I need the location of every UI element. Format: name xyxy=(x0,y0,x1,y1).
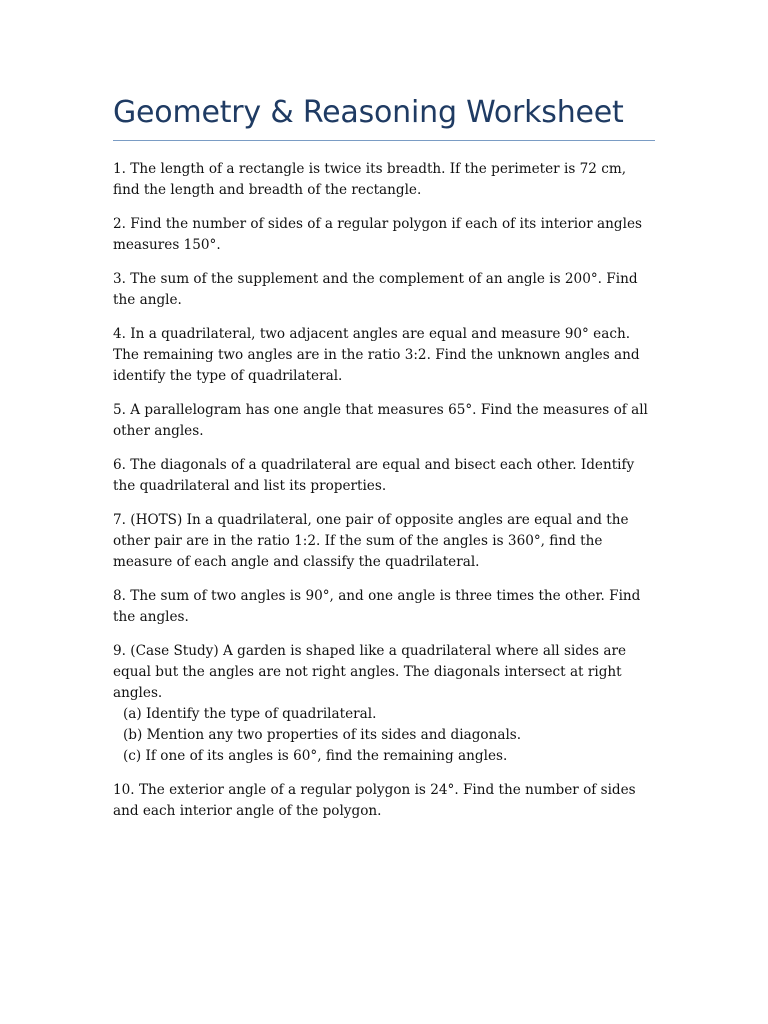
worksheet-page xyxy=(113,92,655,835)
question-5: 5. A parallelogram has one angle that measures 65°. Find the measures of all other angles. xyxy=(113,402,648,439)
worksheet-title: Geometry & Reasoning Worksheet xyxy=(113,95,624,130)
question-3: 3. The sum of the supplement and the complement of an angle is 200°. Find the angle. xyxy=(113,271,638,308)
question-8: 8. The sum of two angles is 90°, and one angle is three times the other. Find the angles. xyxy=(113,588,641,625)
case-study-part-c: (c) If one of its angles is 60°, find the remaining angles. xyxy=(123,748,508,764)
question-2: 2. Find the number of sides of a regular polygon if each of its interior angles measures 150°. xyxy=(113,216,642,253)
question-6: 6. The diagonals of a quadrilateral are equal and bisect each other. Identify the quadrilateral and list its properties. xyxy=(113,457,635,494)
question-7: 7. (HOTS) In a quadrilateral, one pair of opposite angles are equal and the other pair are in the ratio 1:2. If the sum of the angles is 360°, find the measure of each angle and classify the quadrilateral. xyxy=(113,512,629,570)
question-10: 10. The exterior angle of a regular polygon is 24°. Find the number of sides and each interior angle of the polygon. xyxy=(113,782,636,819)
question-1: 1. The length of a rectangle is twice its breadth. If the perimeter is 72 cm, find the length and breadth of the rectangle. xyxy=(113,161,627,198)
case-study-part-a: (a) Identify the type of quadrilateral. xyxy=(123,706,377,722)
title-divider xyxy=(113,140,655,141)
question-4: 4. In a quadrilateral, two adjacent angles are equal and measure 90° each. The remaining two angles are in the ratio 3:2. Find the unknown angles and identify the type of quadrilateral. xyxy=(113,326,640,384)
question-9-case-study xyxy=(113,641,655,767)
case-study-part-b: (b) Mention any two properties of its sides and diagonals. xyxy=(123,727,522,743)
case-study-intro: 9. (Case Study) A garden is shaped like a quadrilateral where all sides are equal but the angles are not right angles. The diagonals intersect at right angles. xyxy=(113,643,626,701)
